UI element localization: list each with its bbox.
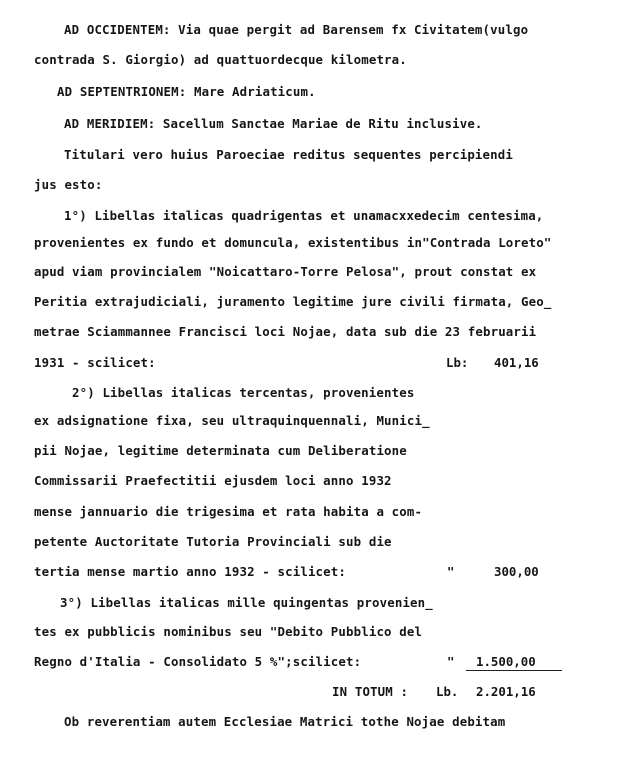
amount-value: 300,00 [494,564,539,579]
text-line: ex adsignatione fixa, seu ultraquinquennali, Munici_ [34,413,430,428]
text-line: 1°) Libellas italicas quadrigentas et unamacxxedecim centesima, [64,208,544,223]
amount-value: 1.500,00 [466,654,562,671]
text-line: mense jannuario die trigesima et rata habita a com- [34,504,423,519]
text-line: AD OCCIDENTEM: Via quae pergit ad Barensem fx Civitatem(vulgo [64,22,529,37]
text-line: jus esto: [34,177,103,192]
text-line: Regno d'Italia - Consolidato 5 %";scilicet: [34,654,362,669]
text-line: provenientes ex fundo et domuncula, existentibus in"Contrada Loreto" [34,235,552,250]
ditto-mark: " [447,564,455,579]
text-line: tertia mense martio anno 1932 - scilicet: [34,564,347,579]
text-line: AD MERIDIEM: Sacellum Sanctae Mariae de Ritu inclusive. [64,116,483,131]
total-label: IN TOTUM : [332,684,409,699]
text-line: metrae Sciammannee Francisci loci Nojae, data sub die 23 februarii [34,324,537,339]
ditto-mark: " [447,654,455,669]
amount-value: 401,16 [494,355,539,370]
text-line: AD SEPTENTRIONEM: Mare Adriaticum. [57,84,316,99]
text-line: 1931 - scilicet: [34,355,156,370]
text-line: pii Nojae, legitime determinata cum Deliberatione [34,443,407,458]
text-line: 2°) Libellas italicas tercentas, provenientes [72,385,415,400]
text-line: Commissarii Praefectitii ejusdem loci anno 1932 [34,473,392,488]
text-line: petente Auctoritate Tutoria Provinciali sub die [34,534,392,549]
text-line: Ob reverentiam autem Ecclesiae Matrici tothe Nojae debitam [64,714,506,729]
text-line: Titulari vero huius Paroeciae reditus sequentes percipiendi [64,147,513,162]
text-line: contrada S. Giorgio) ad quattuordecque kilometra. [34,52,407,67]
text-line: Peritia extrajudiciali, juramento legitime jure civili firmata, Geo_ [34,294,552,309]
text-line: apud viam provincialem "Noicattaro-Torre Pelosa", prout constat ex [34,264,537,279]
amount-label: Lb: [446,355,469,370]
amount-label: Lb. [436,684,459,699]
total-value: 2.201,16 [476,684,536,699]
text-line: 3°) Libellas italicas mille quingentas provenien_ [60,595,433,610]
text-line: tes ex pubblicis nominibus seu "Debito Pubblico del [34,624,423,639]
